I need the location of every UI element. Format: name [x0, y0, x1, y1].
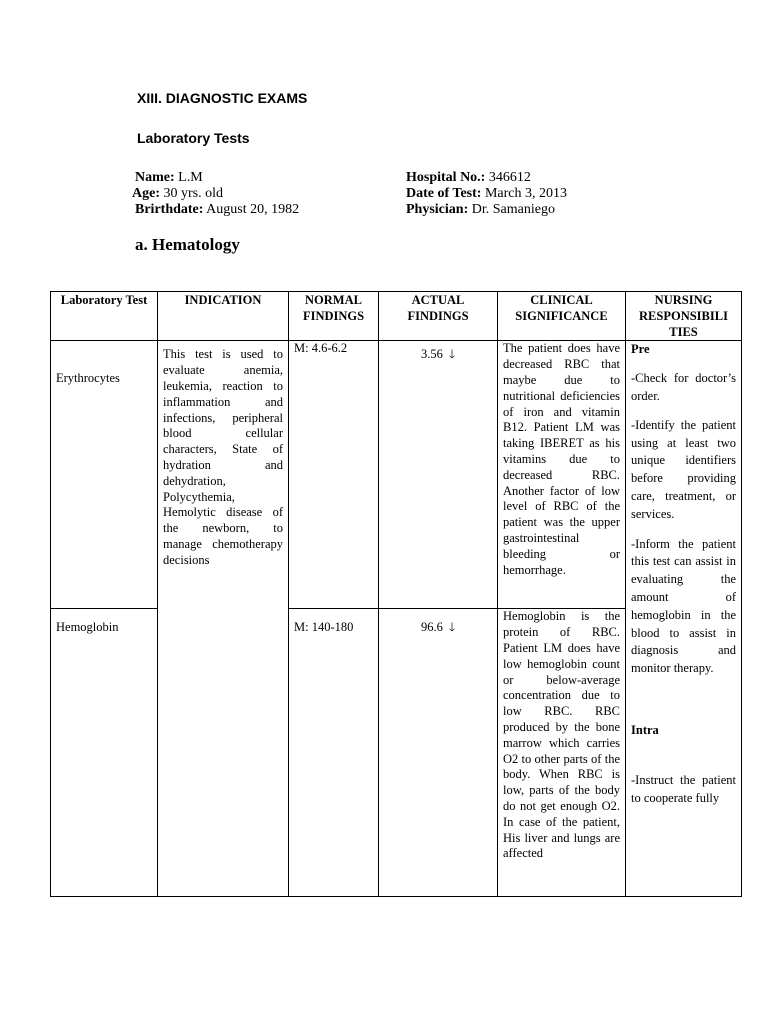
header-indication: INDICATION [158, 292, 289, 341]
patient-info-right [406, 170, 567, 218]
physician-label: Physician: [406, 202, 469, 217]
date-label: Date of Test: [406, 186, 482, 201]
date-value: March 3, 2013 [481, 186, 567, 201]
hematology-title: a. Hematology [135, 235, 240, 254]
header-laboratory-test: Laboratory Test [51, 292, 158, 341]
nursing-responsibilities-cell [626, 341, 742, 897]
header-normal-findings: NORMAL FINDINGS [289, 292, 379, 341]
actual-findings-cell [379, 609, 498, 897]
actual-value: 96.6 [420, 620, 443, 635]
header-actual-findings: ACTUAL FINDINGS [379, 292, 498, 341]
age-row [132, 186, 299, 202]
actual-value: 3.56 [420, 347, 443, 362]
nursing-item: -Inform the patient this test can assist in evaluating the amount of hemoglobin in the blood to assist in diagnosis and monitor therapy. [631, 536, 736, 676]
header-nursing-responsibilities: NURSING RESPONSIBILI TIES [626, 292, 742, 341]
normal-findings-cell [289, 609, 379, 897]
name-value: L.M [174, 170, 203, 185]
birthdate-label: Brirthdate: [135, 202, 204, 217]
indication-text: This test is used to evaluate anemia, leukemia, reaction to inflammation and infections, peripheral blood cellular characters, State of hydration and dehydration, Polycythemia, Hemolytic disease of the newborn, to manage chemotherapy decisions [163, 347, 283, 567]
test-name: Erythrocytes [56, 371, 120, 386]
name-row [135, 170, 299, 186]
arrow-down-icon: 🡓 [448, 620, 456, 635]
hospital-value: 346612 [485, 170, 531, 185]
actual-findings-wrap [384, 341, 492, 363]
normal-value: M: 140-180 [294, 620, 354, 635]
subsection-title: Laboratory Tests [137, 130, 250, 146]
age-label: Age: [132, 186, 160, 201]
name-label: Name: [135, 170, 175, 185]
nursing-item: -Check for doctor’s order. [631, 371, 736, 403]
clinical-significance-cell: The patient does have decreased RBC that maybe due to nutritional deficiencies of iron and vitamin B12. Patient LM was taking IBERET as his vitamins due to decreased RBC. Another factor of low level of RBC of the patient was the upper gastrointestinal bleeding or hemorrhage. [498, 341, 626, 609]
actual-findings-wrap [384, 609, 492, 636]
header-clinical-significance: CLINICAL SIGNIFICANCE [498, 292, 626, 341]
pre-label: Pre [631, 342, 650, 357]
table-row [51, 341, 742, 609]
test-cell [51, 609, 158, 897]
normal-findings-cell: M: 4.6-6.2 [289, 341, 379, 609]
test-name: Hemoglobin [56, 620, 119, 635]
table-header-row [51, 292, 742, 341]
nursing-item: -Instruct the patient to cooperate fully [631, 772, 736, 805]
lab-results-table [50, 291, 742, 897]
actual-findings-cell [379, 341, 498, 609]
intra-label: Intra [631, 722, 659, 737]
arrow-down-icon: 🡓 [448, 347, 456, 362]
date-row [406, 186, 567, 202]
birthdate-row [135, 202, 299, 218]
birthdate-value: August 20, 1982 [203, 202, 300, 217]
test-cell [51, 341, 158, 609]
physician-row [406, 202, 567, 218]
hospital-label: Hospital No.: [406, 170, 486, 185]
physician-value: Dr. Samaniego [468, 202, 555, 217]
clinical-significance-cell: Hemoglobin is the protein of RBC. Patient LM does have low hemoglobin count or below-average concentration due to low RBC. RBC produced by the bone marrow which carries O2 to other parts of the body. When RBC is low, parts of the body do not get enough O2. In case of the patient, His liver and lungs are affected [498, 609, 626, 897]
indication-cell [158, 341, 289, 897]
age-value: 30 yrs. old [160, 186, 223, 201]
patient-info-left [132, 170, 300, 218]
section-title: XIII. DIAGNOSTIC EXAMS [137, 90, 308, 106]
hospital-row [406, 170, 567, 186]
nursing-item: -Identify the patient using at least two unique identifiers before providing care, treatment, or services. [631, 417, 736, 521]
